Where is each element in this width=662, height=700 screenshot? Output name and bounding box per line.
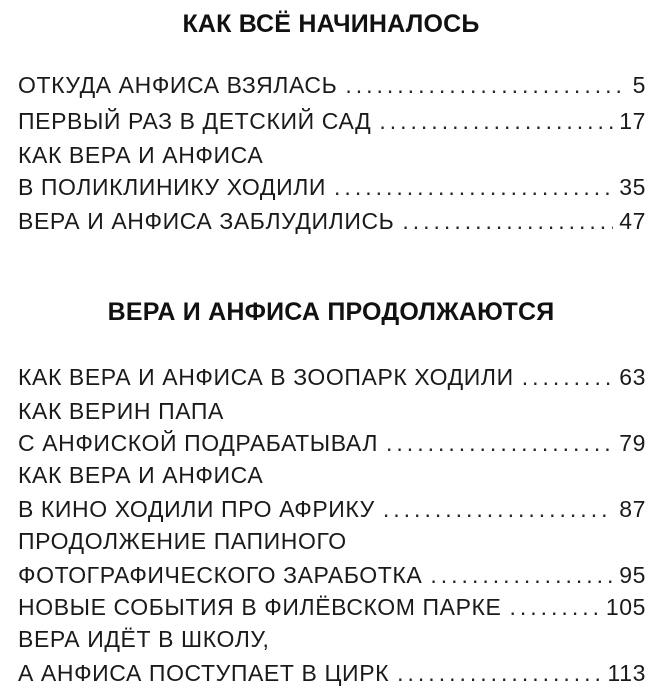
toc-page-number: 105: [605, 594, 646, 620]
toc-leader-dots: [430, 562, 613, 589]
toc-entry-title: КАК ВЕРА И АНФИСА: [18, 142, 264, 168]
toc-page-number: 87: [619, 496, 646, 522]
toc-entry-title: ФОТОГРАФИЧЕСКОГО ЗАРАБОТКА: [18, 562, 423, 588]
toc-entry-title: ОТКУДА АНФИСА ВЗЯЛАСЬ: [18, 72, 338, 98]
toc-entry[interactable]: [18, 174, 646, 204]
toc-entry-first-line[interactable]: [18, 462, 646, 492]
toc-leader-dots: [397, 660, 601, 687]
toc-leader-dots: [379, 108, 613, 135]
toc-entry-title: НОВЫЕ СОБЫТИЯ В ФИЛЁВСКОМ ПАРКЕ: [18, 594, 502, 620]
toc-entry[interactable]: [18, 108, 646, 138]
toc-entry-title: КАК ВЕРА И АНФИСА В ЗООПАРК ХОДИЛИ: [18, 364, 514, 390]
toc-page-number: 113: [607, 660, 646, 686]
toc-leader-dots: [334, 174, 613, 201]
toc-entry-title: ВЕРА ИДЁТ В ШКОЛУ,: [18, 626, 270, 652]
toc-entry-title: ПРОДОЛЖЕНИЕ ПАПИНОГО: [18, 528, 347, 554]
toc-leader-dots: [522, 364, 613, 391]
toc-leader-dots: [402, 208, 613, 235]
toc-page-number: 47: [619, 208, 646, 234]
toc-leader-dots: [383, 496, 613, 523]
toc-entry-title: А АНФИСА ПОСТУПАЕТ В ЦИРК: [18, 660, 390, 686]
toc-entry-title: ПЕРВЫЙ РАЗ В ДЕТСКИЙ САД: [18, 108, 372, 134]
toc-entry-first-line[interactable]: [18, 528, 646, 558]
toc-page-number: 17: [619, 108, 646, 134]
toc-page-number: 63: [619, 364, 646, 390]
toc-page-number: 35: [619, 174, 646, 200]
toc-entry[interactable]: [18, 364, 646, 394]
section-title: ВЕРА И АНФИСА ПРОДОЛЖАЮТСЯ: [107, 298, 555, 326]
toc-entry[interactable]: [18, 430, 646, 460]
toc-entry-title: С АНФИСКОЙ ПОДРАБАТЫВАЛ: [18, 430, 379, 456]
toc-page-number: 79: [619, 430, 646, 456]
toc-page-number: 5: [632, 72, 646, 98]
toc-entry-title: КАК ВЕРА И АНФИСА: [18, 462, 264, 488]
toc-entry[interactable]: [18, 562, 646, 592]
toc-entry-title: В КИНО ХОДИЛИ ПРО АФРИКУ: [18, 496, 375, 522]
toc-entry-title: КАК ВЕРИН ПАПА: [18, 398, 224, 424]
toc-leader-dots: [345, 72, 626, 99]
toc-entry-title: В ПОЛИКЛИНИКУ ХОДИЛИ: [18, 174, 327, 200]
section-title: КАК ВСЁ НАЧИНАЛОСЬ: [182, 10, 480, 38]
toc-entry[interactable]: [18, 72, 646, 102]
toc-entry-first-line[interactable]: [18, 626, 646, 656]
toc-entry-title: ВЕРА И АНФИСА ЗАБЛУДИЛИСЬ: [18, 208, 395, 234]
toc-entry-first-line[interactable]: [18, 142, 646, 172]
toc-entry[interactable]: [18, 496, 646, 526]
toc-entry[interactable]: [18, 208, 646, 238]
toc-entry[interactable]: [18, 660, 646, 690]
toc-entry[interactable]: [18, 594, 646, 624]
toc-entry-first-line[interactable]: [18, 398, 646, 428]
toc-leader-dots: [386, 430, 613, 457]
toc-leader-dots: [509, 594, 599, 621]
toc-page-number: 95: [619, 562, 646, 588]
